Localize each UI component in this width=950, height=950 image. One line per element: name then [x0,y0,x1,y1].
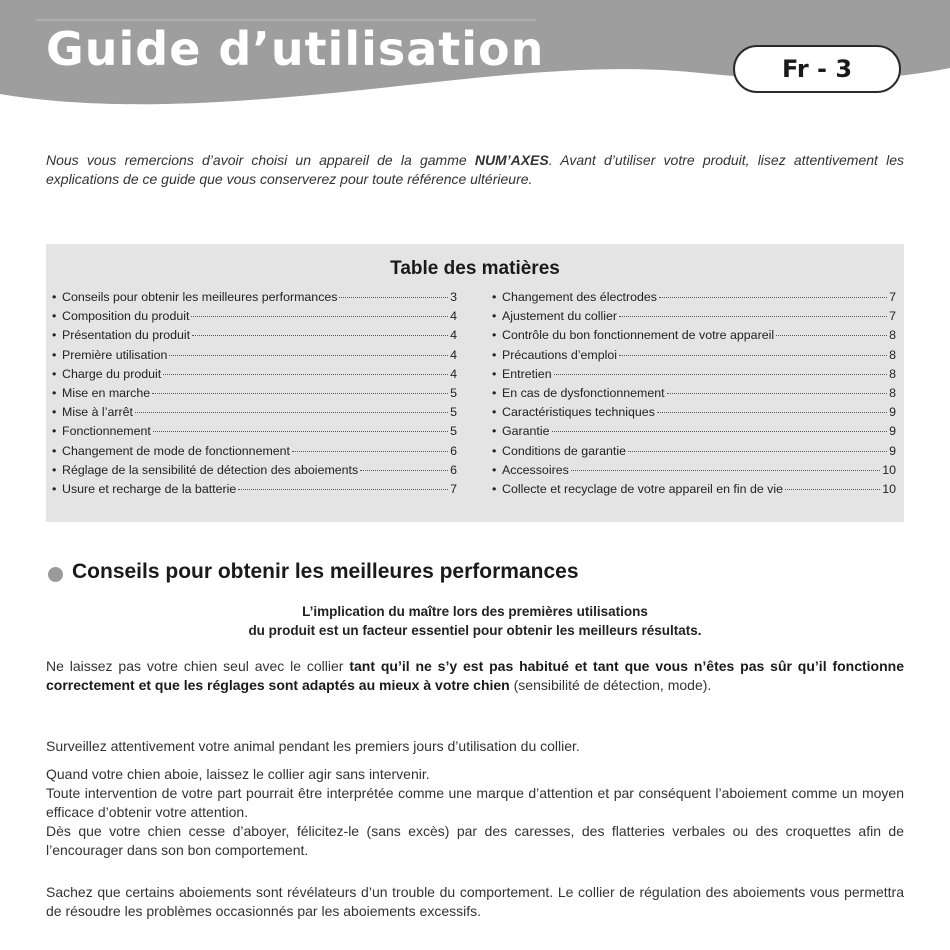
toc-entry [52,309,457,328]
toc-entry-label: Charge du produit [62,366,162,381]
toc-title: Table des matières [390,258,560,279]
bullet-icon: • [52,290,57,304]
bullet-icon: • [52,481,57,496]
toc-entry-label: Mise à l’arrêt [62,405,133,420]
toc-entry [492,482,896,501]
toc-leader-dots [776,335,887,336]
toc-entry-label: Entretien [502,366,552,381]
toc-entry [492,424,896,443]
toc-entry [492,290,896,309]
bullet-icon: • [492,290,497,304]
toc-leader-dots [339,297,448,298]
bullet-icon: • [52,424,57,439]
toc-entry-page: 6 [450,443,457,458]
bullet-icon: • [52,347,57,362]
toc-entry-page: 4 [450,366,457,381]
toc-entry [492,328,896,347]
toc-leader-dots [135,412,448,413]
toc-leader-dots [238,489,448,490]
toc-entry-page: 10 [882,462,896,477]
toc-leader-dots [667,393,888,394]
toc-leader-dots [153,431,448,432]
bullet-icon: • [492,309,497,324]
toc-right-column [492,290,896,501]
toc-entry-page: 5 [450,385,457,400]
toc-entry-label: Composition du produit [62,309,190,324]
emphasis-note-line: L’implication du maître lors des premières utilisations [302,604,648,619]
toc-entry-label: Réglage de la sensibilité de détection des aboiements [62,462,359,477]
paragraph-text: Dès que votre chien cesse d’aboyer, félicitez-le (sans excès) par des caresses, des flatteries verbales ou des croquettes afin de l’encourager dans son bon comportement. [46,823,904,858]
bullet-icon: • [492,328,497,343]
toc-entry-page: 9 [889,443,896,458]
toc-entry [492,386,896,405]
bullet-icon: • [492,405,497,420]
toc-entry-page: 8 [889,366,896,381]
bullet-icon: • [52,366,57,381]
toc-entry-page: 4 [450,347,457,362]
toc-entry [52,328,457,347]
toc-leader-dots [292,451,448,452]
toc-leader-dots [360,470,448,471]
toc-entry-page: 8 [889,385,896,400]
bullet-icon: • [52,443,57,458]
toc-entry [52,290,457,309]
paragraph-behaviour [46,765,904,860]
toc-entry-label: Collecte et recyclage de votre appareil en fin de vie [502,481,784,496]
toc-entry [52,405,457,424]
toc-leader-dots [152,393,448,394]
bullet-icon: • [492,481,497,496]
toc-entry-label: Contrôle du bon fonctionnement de votre appareil [502,328,775,343]
page-number-badge: Fr - 3 [733,45,901,93]
paragraph-supervision [46,657,904,695]
toc-leader-dots [785,489,880,490]
toc-entry-page: 7 [889,309,896,324]
toc-entry [492,463,896,482]
toc-entry [492,444,896,463]
intro-text-end: . Avant d’utiliser votre produit, lisez attentivement les explications de ce guide que vous conserverez pour toute référence ultérieure. [46,152,904,187]
toc-entry-page: 8 [889,347,896,362]
bullet-icon: • [492,347,497,362]
toc-entry-page: 6 [450,462,457,477]
toc-entry-label: Caractéristiques techniques [502,405,655,420]
page-title: Guide d’utilisation [46,22,545,76]
toc-entry-page: 3 [450,290,457,304]
toc-entry-page: 9 [889,405,896,420]
paragraph-warning: Sachez que certains aboiements sont révélateurs d’un trouble du comportement. Le collier de régulation des aboiements vous permettra de résoudre les problèmes occasionnés par les aboiements excessifs. [46,884,904,919]
intro-text-start: Nous vous remercions d’avoir choisi un appareil de la gamme [46,152,475,168]
toc-leader-dots [169,355,448,356]
toc-entry [52,348,457,367]
toc-leader-dots [554,374,888,375]
paragraph-text: Toute intervention de votre part pourrait être interprétée comme une marque d’attention et par conséquent l’aboiement comme un moyen efficace d’obtenir votre attention. [46,785,904,820]
paragraph-watch: Surveillez attentivement votre animal pendant les premiers jours d’utilisation du collier. [46,738,580,754]
toc-leader-dots [659,297,887,298]
toc-entry [52,367,457,386]
toc-leader-dots [628,451,887,452]
toc-entry-page: 9 [889,424,896,439]
bullet-icon: • [492,385,497,400]
toc-entry-label: Garantie [502,424,550,439]
emphasis-note [46,602,904,640]
toc-entry [52,463,457,482]
toc-entry [52,444,457,463]
toc-entry-label: Précautions d’emploi [502,347,618,362]
bullet-icon: • [52,309,57,324]
bullet-icon: • [492,462,497,477]
toc-entry-label: Conseils pour obtenir les meilleures performances [62,290,338,304]
section-title: Conseils pour obtenir les meilleures performances [72,560,579,583]
toc-leader-dots [619,316,887,317]
bullet-icon: • [52,385,57,400]
toc-entry-label: Ajustement du collier [502,309,618,324]
toc-entry-label: Accessoires [502,462,569,477]
toc-left-column [52,290,457,501]
paragraph-text: (sensibilité de détection, mode). [509,677,712,693]
bullet-icon: • [492,424,497,439]
toc-entry-label: Changement des électrodes [502,290,657,304]
toc-entry-page: 8 [889,328,896,343]
paragraph-text: Ne laissez pas votre chien seul avec le collier [46,658,350,674]
toc-entry-page: 7 [889,290,896,304]
toc-entry [492,405,896,424]
toc-leader-dots [571,470,880,471]
toc-entry-page: 7 [450,481,457,496]
toc-entry-label: Fonctionnement [62,424,151,439]
toc-entry [52,424,457,443]
toc-leader-dots [619,355,887,356]
emphasis-note-line: du produit est un facteur essentiel pour obtenir les meilleurs résultats. [248,623,702,638]
intro-paragraph [46,151,904,189]
toc-entry-page: 5 [450,424,457,439]
bullet-icon: • [52,405,57,420]
toc-entry-label: En cas de dysfonctionnement [502,385,665,400]
toc-entry-label: Mise en marche [62,385,151,400]
toc-leader-dots [191,316,448,317]
toc-entry [52,482,457,501]
toc-entry [492,309,896,328]
toc-entry-label: Conditions de garantie [502,443,626,458]
paragraph-text: Quand votre chien aboie, laissez le collier agir sans intervenir. [46,766,430,782]
brand-name: NUM’AXES [474,152,549,168]
toc-entry [52,386,457,405]
section-bullet-icon [48,567,63,582]
bullet-icon: • [52,328,57,343]
toc-leader-dots [657,412,887,413]
toc-entry-label: Présentation du produit [62,328,191,343]
table-of-contents [46,244,904,522]
toc-entry-label: Première utilisation [62,347,168,362]
bullet-icon: • [52,462,57,477]
toc-entry-label: Changement de mode de fonctionnement [62,443,291,458]
toc-entry-page: 10 [882,481,896,496]
toc-entry-label: Usure et recharge de la batterie [62,481,237,496]
toc-entry [492,367,896,386]
toc-entry-page: 4 [450,309,457,324]
toc-leader-dots [192,335,448,336]
toc-entry [492,348,896,367]
toc-leader-dots [552,431,888,432]
bullet-icon: • [492,366,497,381]
toc-entry-page: 5 [450,405,457,420]
paragraph-bold-text: tant qu’il ne s’y est pas habitué et tant que vous n’êtes pas sûr qu’il fonctionne correctement et que les réglages sont adaptés au mieux à votre chien [46,658,904,693]
bullet-icon: • [492,443,497,458]
toc-leader-dots [163,374,448,375]
toc-entry-page: 4 [450,328,457,343]
